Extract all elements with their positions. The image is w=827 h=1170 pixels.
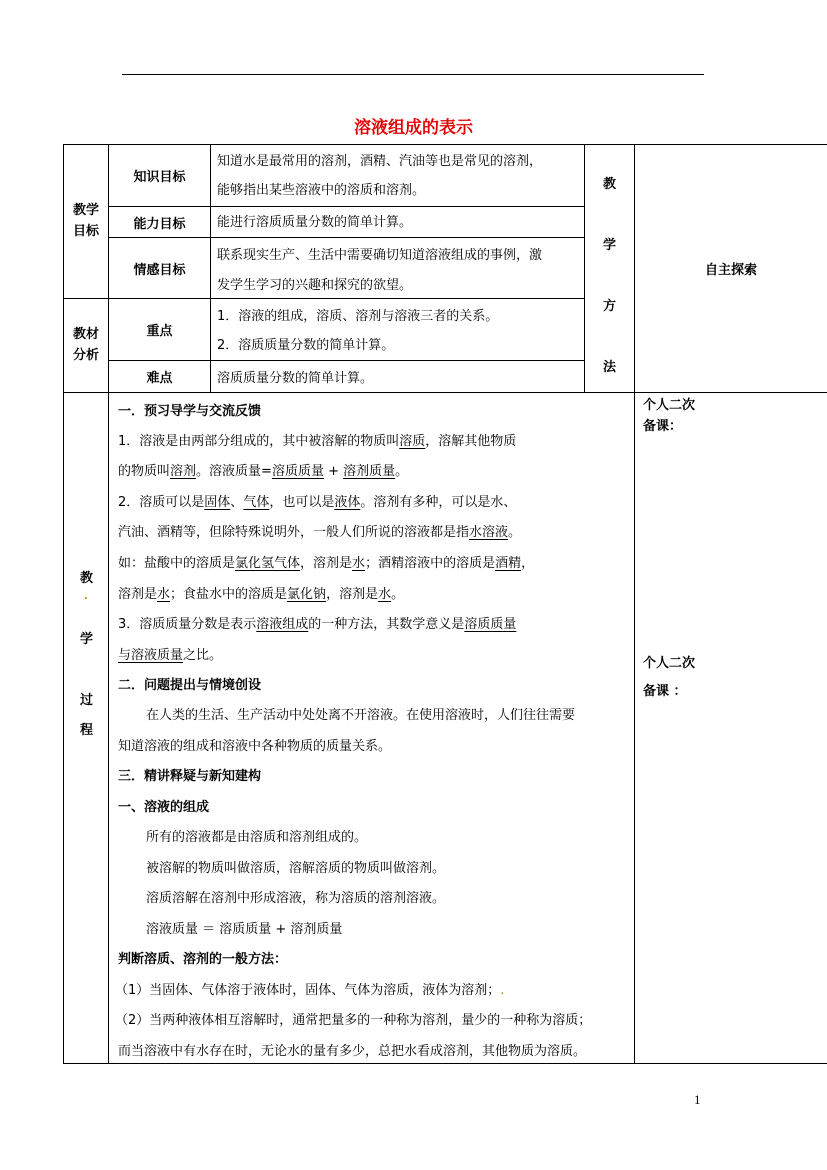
text-run: ，也可以是 [269,495,335,510]
row-group-teaching-goals [63,144,109,299]
document-title: 溶液组成的表示 [354,118,473,138]
row-group-label-line: 教材 [72,327,99,343]
page-number: 1 [694,1092,701,1107]
notes-label: 备课： [643,419,683,434]
personal-notes-cell [634,392,827,1064]
text-run: 。 [391,587,405,602]
answer-blank: 水溶液 [469,525,509,540]
answer-blank: 水 [352,556,366,571]
row-content-knowledge [210,144,585,207]
answer-blank: 溶液组成 [256,617,309,632]
answer-blank: 与溶液质量 [118,648,184,663]
rule-line: （2）当两种液体相互溶解时，通常把量多的一种称为溶剂，量少的一种称为溶质； [115,1013,592,1028]
text-run: 。 [395,464,409,479]
question-line [118,435,516,448]
answer-blank: 溶剂 [170,464,197,479]
text-run: 1．溶液是由两部分组成的，其中被溶解的物质叫 [118,434,400,449]
content-line: 知道水是最常用的溶剂，酒精、汽油等也是常见的溶剂， [217,154,543,169]
answer-blank: 水 [157,587,171,602]
text-run: ， [521,556,535,571]
text-run: 汽油、酒精等，但除特殊说明外，一般人们所说的溶液都是指 [118,525,470,540]
row-label-difficulty: 难点 [108,360,211,393]
row-label-ability: 能力目标 [108,206,211,238]
content-line: 溶质质量分数的简单计算。 [217,371,374,386]
rule-line [115,984,504,997]
notes-label: 备课 ： [643,684,687,699]
answer-blank: 溶质质量 [464,617,517,632]
method-title: 判断溶质、溶剂的一般方法： [118,952,288,967]
question-line [118,649,222,662]
answer-blank: 氯化氢气体 [235,556,301,571]
process-label-char: 过 [80,693,94,708]
answer-blank: 水 [378,587,392,602]
question-line [118,618,516,631]
subsection-title: 一、溶液的组成 [118,800,210,815]
paragraph-line: 知道溶液的组成和溶液中各种物质的质量关系。 [118,739,392,754]
answer-blank: 氯化钠 [287,587,327,602]
text-run: 、 [230,495,244,510]
method-label-cell [584,144,635,393]
process-label-char: 学 [80,632,94,647]
text-run: 如：盐酸中的溶质是 [118,556,236,571]
example-line [118,557,534,570]
text-run: 之比。 [183,648,223,663]
method-label-char: 方 [603,299,617,314]
content-line: 2．溶质质量分数的简单计算。 [217,338,395,353]
method-label-char: 学 [603,238,617,253]
text-run: 。溶剂有多种，可以是水、 [360,495,517,510]
process-label-char: 教 [80,571,94,586]
question-line [118,465,408,478]
text-run: ，溶剂是 [300,556,353,571]
section-title: 三．精讲释疑与新知建构 [118,769,262,784]
content-line: 联系现实生产、生活中需要确切知道溶液组成的事例，激 [217,248,543,263]
process-content [108,392,635,1064]
text-run: 。溶液质量= [196,464,272,479]
paragraph-line: 所有的溶液都是由溶质和溶剂组成的。 [146,830,368,845]
process-label-char: 程 [80,723,94,738]
text-run: ，溶剂是 [326,587,379,602]
row-label-emotion: 情感目标 [108,237,211,299]
answer-blank: 酒精 [495,556,522,571]
text-run: ；酒精溶液中的溶质是 [365,556,496,571]
answer-blank: 气体 [243,495,270,510]
row-content-ability [210,206,585,238]
rule-line: 而当溶液中有水存在时，无论水的量有多少，总把水看成溶剂，其他物质为溶质。 [118,1044,587,1059]
row-content-key-point [210,298,585,361]
answer-blank: 溶质 [399,434,426,449]
row-group-label-line: 分析 [72,347,99,363]
row-content-emotion [210,237,585,299]
row-label-key-point: 重点 [108,298,211,361]
notes-label: 个人二次 [643,398,696,413]
row-group-material-analysis [63,298,109,393]
content-line: 能进行溶质质量分数的简单计算。 [217,215,413,230]
answer-blank: 溶质质量 [271,464,324,479]
row-content-difficulty [210,360,585,393]
method-value: 自主探索 [634,144,827,393]
answer-blank: 固体 [204,495,231,510]
text-run: + [323,464,344,479]
paragraph-line: 溶质溶解在溶剂中形成溶液，称为溶质的溶剂溶液。 [146,891,446,906]
text-run: 。 [508,525,522,540]
text-run: 3．溶质质量分数是表示 [118,617,257,632]
text-run: 的物质叫 [118,464,171,479]
content-line: 1．溶液的组成，溶质、溶剂与溶液三者的关系。 [217,309,499,324]
section-title: 一．预习导学与交流反馈 [118,404,262,419]
row-group-label-line: 教学 [72,203,99,219]
section-title: 二．问题提出与情境创设 [118,678,262,693]
question-line [118,526,521,539]
notes-label: 个人二次 [643,656,696,671]
text-run: 2．溶质可以是 [118,495,205,510]
content-line: 发学生学习的兴趣和探究的欲望。 [217,278,413,293]
paragraph-line: 被溶解的物质叫做溶质，溶解溶质的物质叫做溶剂。 [146,861,446,876]
text-run: （1）当固体、气体溶于液体时，固体、气体为溶质，液体为溶剂； [115,983,501,998]
answer-blank: 溶剂质量 [343,464,396,479]
example-line [118,588,404,601]
decorative-dot: . [500,983,505,998]
answer-blank: 液体 [334,495,361,510]
method-label-char: 教 [603,177,617,192]
text-run: 的一种方法，其数学意义是 [308,617,465,632]
row-label-knowledge: 知识目标 [108,144,211,207]
content-line: 能够指出某些溶液中的溶质和溶剂。 [217,183,426,198]
row-group-label-line: 目标 [72,223,99,239]
header-rule [122,74,704,75]
paragraph-line: 在人类的生活、生产活动中处处离不开溶液。在使用溶液时，人们往往需要 [146,708,576,723]
process-label-cell [63,392,109,1064]
text-run: ，溶解其他物质 [425,434,517,449]
decorative-dot: . [84,591,88,602]
text-run: 溶剂是 [118,587,158,602]
text-run: ；食盐水中的溶质是 [170,587,288,602]
method-label-char: 法 [603,360,617,375]
question-line [118,496,516,509]
formula-line: 溶液质量 ＝ 溶质质量 + 溶剂质量 [146,922,343,937]
